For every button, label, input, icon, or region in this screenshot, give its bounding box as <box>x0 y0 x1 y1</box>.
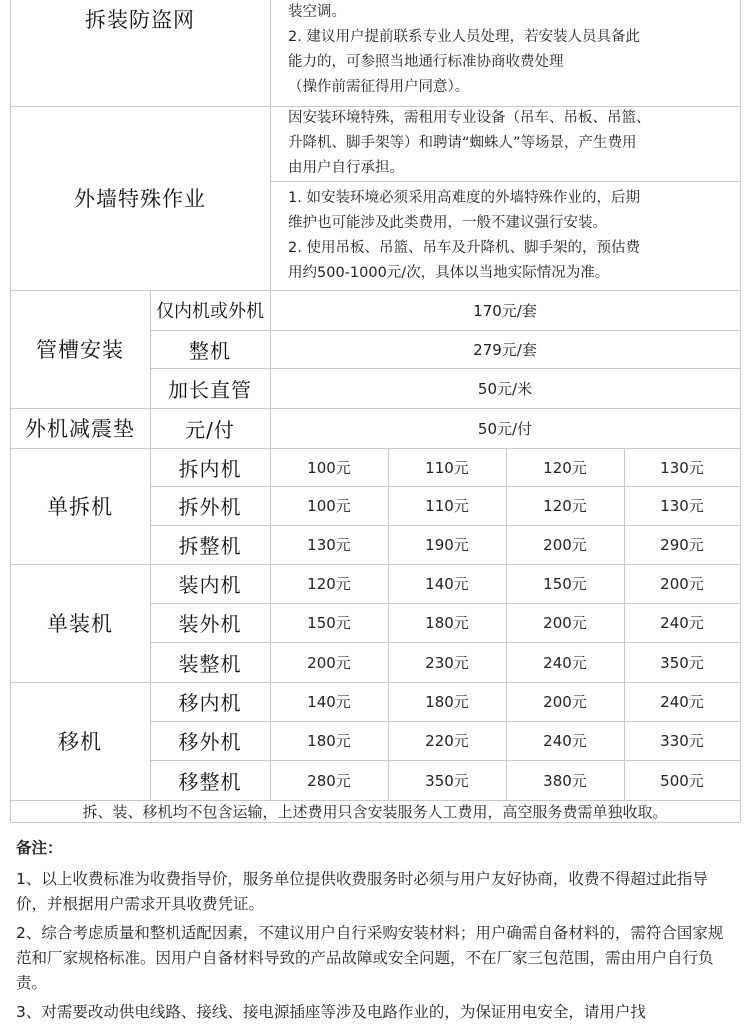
anti-theft-net-description <box>270 0 740 106</box>
service-item-label: 装外机 <box>178 612 242 636</box>
pipe-item-price: 279元/套 <box>473 340 537 359</box>
note-item: 2、综合考虑质量和整机适配因素，不建议用户自行采购安装材料；用户确需自备材料的，需符合国家规范和厂家规格标准。因用户自备材料导致的产品故障或安全问题，不在厂家三包范围，需由用户自行负责。 <box>16 924 724 992</box>
price-cell: 240元 <box>660 614 704 632</box>
exterior-wall-description-b <box>270 181 740 290</box>
exterior-wall-description-a <box>270 106 740 181</box>
group-label-install: 单装机 <box>47 612 113 636</box>
note-item: 3、对需要改动供电线路、接线、接电源插座等涉及电路作业的，为保证用电安全，请用户找 <box>16 1003 646 1021</box>
note-item: 1、以上收费标准为收费指导价，服务单位提供收费服务时必须与用户友好协商，收费不得超过此指导价，并根据用户需求开具收费凭证。 <box>16 870 708 913</box>
desc-line: 装空调。 <box>288 4 346 20</box>
price-cell: 330元 <box>660 732 704 750</box>
price-cell: 130元 <box>660 497 704 515</box>
desc-line: 用约500-1000元/次，具体以当地实际情况为准。 <box>288 264 610 281</box>
price-cell: 100元 <box>307 497 351 515</box>
row-label-pipe-groove: 管槽安装 <box>36 338 124 362</box>
row-label-shock-pad: 外机减震垫 <box>25 417 135 441</box>
price-cell: 150元 <box>543 575 587 593</box>
price-cell: 140元 <box>425 575 469 593</box>
price-cell: 200元 <box>307 653 351 672</box>
notes-title: 备注： <box>16 839 63 857</box>
price-cell: 200元 <box>543 536 587 554</box>
price-cell: 100元 <box>307 458 351 477</box>
pipe-item-label: 整机 <box>189 338 231 363</box>
price-cell: 200元 <box>660 575 704 593</box>
service-item-label: 装内机 <box>178 573 242 597</box>
price-cell: 190元 <box>425 536 469 554</box>
shock-pad-price: 50元/付 <box>477 419 533 438</box>
price-cell: 140元 <box>307 693 351 711</box>
desc-line: 1. 如安装环境必须采用高难度的外墙特殊作业的，后期 <box>288 189 640 206</box>
row-label-exterior-wall-work: 外墙特殊作业 <box>74 187 206 211</box>
service-item-label: 拆整机 <box>178 534 242 558</box>
price-cell: 120元 <box>543 497 587 515</box>
shock-pad-unit: 元/付 <box>185 417 235 442</box>
group-label-relocate: 移机 <box>58 730 102 754</box>
price-cell: 180元 <box>425 693 469 711</box>
pipe-item-label: 加长直管 <box>168 377 252 402</box>
price-cell: 110元 <box>425 497 469 515</box>
price-cell: 180元 <box>307 732 351 750</box>
price-cell: 280元 <box>307 771 351 790</box>
price-cell: 180元 <box>425 614 469 632</box>
price-cell: 200元 <box>543 614 587 632</box>
pipe-item-price: 50元/米 <box>477 379 533 398</box>
price-cell: 230元 <box>425 653 469 672</box>
service-item-label: 装整机 <box>178 651 242 676</box>
price-cell: 240元 <box>543 653 587 672</box>
price-cell: 290元 <box>660 536 704 554</box>
service-item-label: 移内机 <box>178 691 242 715</box>
price-cell: 350元 <box>660 653 704 672</box>
desc-line: （操作前需征得用户同意）。 <box>288 79 470 95</box>
price-cell: 130元 <box>307 536 351 554</box>
service-item-label: 移整机 <box>178 769 242 794</box>
desc-line: 由用户自行承担。 <box>288 160 404 176</box>
price-cell: 110元 <box>425 458 469 477</box>
desc-line: 2. 使用吊板、吊篮、吊车及升降机、脚手架的，预估费 <box>288 239 640 256</box>
pipe-item-label: 仅内机或外机 <box>156 301 264 322</box>
price-cell: 220元 <box>425 732 469 750</box>
pipe-item-price: 170元/套 <box>473 301 537 320</box>
service-item-label: 移外机 <box>178 730 242 754</box>
price-cell: 200元 <box>543 693 587 711</box>
price-cell: 240元 <box>660 693 704 711</box>
desc-line: 2. 建议用户提前联系专业人员处理，若安装人员具备此 <box>288 29 640 45</box>
table-footnote: 拆、装、移机均不包含运输，上述费用只含安装服务人工费用，高空服务费需单独收取。 <box>82 802 668 821</box>
desc-line: 因安装环境特殊，需租用专业设备（吊车、吊板、吊篮、 <box>288 110 651 126</box>
service-item-label: 拆内机 <box>178 456 242 481</box>
notes-section <box>16 836 738 1029</box>
price-cell: 380元 <box>543 771 587 790</box>
group-label-dismantle: 单拆机 <box>47 495 113 519</box>
service-item-label: 拆外机 <box>178 495 242 519</box>
desc-line: 维护也可能涉及此类费用，一般不建议强行安装。 <box>288 214 607 231</box>
price-cell: 240元 <box>543 732 587 750</box>
price-cell: 500元 <box>660 771 704 790</box>
price-cell: 120元 <box>307 575 351 593</box>
desc-line: 升降机、脚手架等）和聘请“蜘蛛人”等场景，产生费用 <box>288 135 637 151</box>
row-label-anti-theft-net: 拆装防盗网 <box>85 8 195 32</box>
price-cell: 130元 <box>660 458 704 477</box>
desc-line: 能力的，可参照当地通行标准协商收费处理 <box>288 54 564 70</box>
price-cell: 120元 <box>543 458 587 477</box>
price-cell: 350元 <box>425 771 469 790</box>
price-cell: 150元 <box>307 614 351 632</box>
